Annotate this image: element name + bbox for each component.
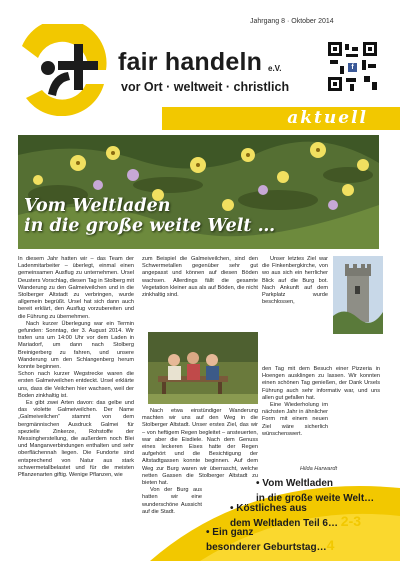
paragraph: Es gibt zwei Arten davon: das gelbe und das violette Galmeiveilchen. Der Name „Galmeiveilchen“ stammt von dem bergmännischen Ausdruck Galmei für spezielle Zinkerze, Rohstoffe der Messingherstellung, die außerdem noch Blei und Manganverbindungen enthalten und sehr oberflächennah liegen. Die Fundorte sind entsprechend von Natur aus stark schwermetallbelastet und für die meisten Pflanzenarten giftig. Wenige Pflanzen, wie — [18, 400, 134, 479]
toc-item-title: • Köstliches aus — [230, 503, 307, 514]
headline-line-2: in die große weite Welt … — [24, 216, 276, 236]
facebook-icon: f — [348, 63, 357, 72]
article-column-2 — [142, 256, 258, 299]
paragraph: In diesem Jahr hatten wir – das Team der Ladenmitarbeiter – überlegt, einmal einen gemeinsamen Ausflug zu unternehmen. Ursel Deusters Vorschlag, diesen Tag in Stolberg mit Wanderung zu den Galmeiveilchen und in die Stolberger Altstadt zu verbringen, wurde allgemein begrüßt. Ursel hat sich dann auch bereit erklärt, den Ausflug vorzubereiten und die Führung zu übernehmen. — [18, 256, 134, 320]
toc-page-number: 2-3 — [340, 513, 362, 529]
issue-info: Jahrgang 8 · Oktober 2014 — [250, 18, 334, 25]
section-band — [162, 107, 400, 130]
toc-item-subtitle: dem Weltladen Teil 6… — [230, 518, 338, 529]
article-column-1 — [18, 256, 134, 479]
toc-page-number: 1 — [374, 488, 382, 504]
group-image — [148, 332, 258, 404]
feature-headline — [24, 196, 275, 236]
toc-item-title: • Ein ganz — [206, 527, 254, 538]
brand-suffix: e.V. — [268, 64, 282, 73]
castle-image — [333, 256, 383, 334]
toc-item-title: • Vom Weltladen — [256, 478, 334, 489]
band-label: aktuell — [287, 108, 368, 128]
toc-item-subtitle: besonderer Geburtstag… — [206, 542, 327, 553]
toc-item-2[interactable] — [230, 503, 361, 530]
castle-photo — [333, 256, 383, 334]
paragraph: Schon nach kurzer Wegstrecke waren die ersten Galmeiveilchen entdeckt. Ursel erklärte uns, dass die Veilchen hier wachsen, weil der Boden zinkhaltig ist. — [18, 371, 134, 399]
paragraph: Von der Burg aus hatten wir eine wunderschöne Aussicht auf die Stadt. — [142, 487, 202, 515]
qr-code-icon[interactable] — [328, 42, 377, 91]
paragraph: den Tag mit dem Besuch einer Pizzeria in Hoengen ausklingen zu lassen. Wir konnten einen schönen Tag genießen, der Dank Ursels Führung auch sehr informativ war, und uns allen gut gefallen hat. — [262, 366, 380, 401]
paragraph: Nach kurzer Überlegung war ein Termin gefunden: Sonntag, der 3. August 2014. Wir trafen uns um 14:00 Uhr vor dem Laden in Mariadorf, um dann nach Stolberg Breinigerberg zu fahren, und unsere Wanderung um den Schlangenberg herum konnte beginnen. — [18, 320, 134, 371]
brand-subtitle: vor Ort · weltweit · christlich — [121, 80, 290, 94]
toc-item-subtitle: in die große weite Welt… — [256, 493, 375, 504]
paragraph: Eine Wiederholung im nächsten Jahr in ähnlicher Form mit einem neuen Ziel wäre sicherlich wünschenswert. — [262, 402, 328, 437]
toc-page-number: 4 — [326, 537, 335, 553]
toc-item-1[interactable] — [256, 478, 382, 505]
toc-item-3[interactable] — [206, 527, 334, 554]
signature: Hilda Harwardt — [300, 466, 337, 472]
headline-line-1: Vom Weltladen — [24, 196, 171, 216]
logo-icon — [18, 24, 110, 116]
article-column-3-lower — [262, 366, 380, 438]
group-photo — [148, 332, 258, 404]
paragraph: zum Beispiel die Galmeiveilchen, sind den Schwermetallen gegenüber sehr gut angepasst und können auf diesen Böden wachsen. Allerdings fällt die gesamte Vegetation kleiner aus als auf Böden, die nicht zinkhaltig sind. — [142, 256, 258, 299]
paragraph: Nach etwa einstündiger Wanderung machten wir uns auf den Weg in die Stolberger Altstadt. Unser erstes Ziel, das wir – von heftigem Regen begleitet – ansteuerten, war aber die Eisdiele. Nach dem Genuss eines leckeren Eises hatte der Regen aufgehört und die Besichtigung der Altstadtgassen konnte beginnen. Auf dem Weg zur Burg waren wir überrascht, welche netten Gassen die Stolberger Altstadt zu bieten hat. — [142, 408, 258, 487]
article-column-3 — [262, 256, 328, 306]
paragraph: Unser letztes Ziel war die Finkenbergkirche, von wo aus sich ein herrlicher Blick auf die Burg bot. Nach Ankunft auf dem Parkplatz wurde beschlossen, — [262, 256, 328, 306]
brand-title: fair handeln — [118, 48, 263, 76]
